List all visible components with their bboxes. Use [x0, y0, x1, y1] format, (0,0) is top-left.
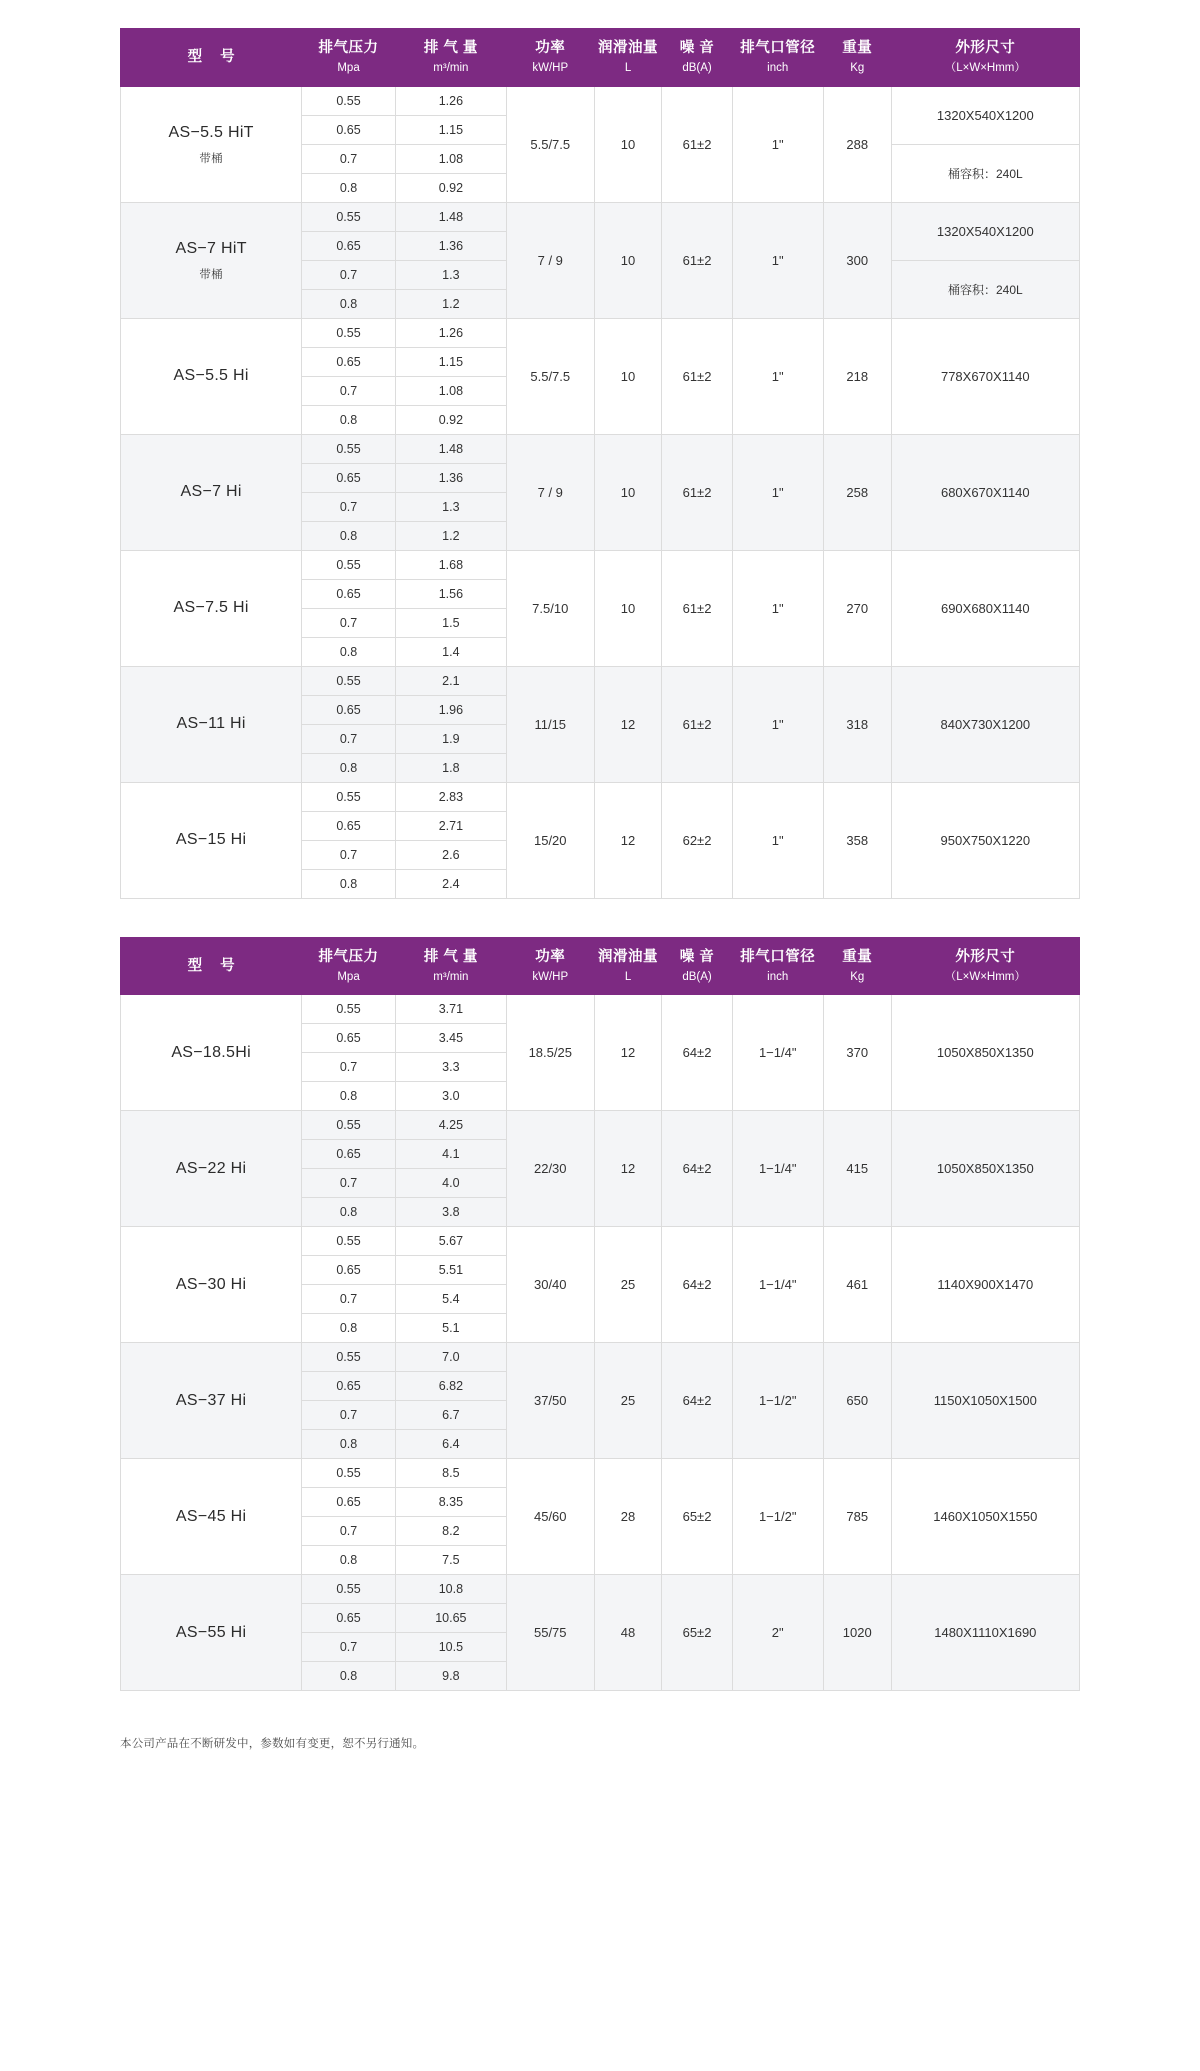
dimension-cell: 1460X1050X1550 — [891, 1459, 1079, 1575]
dimension-cell: 1320X540X1200 — [891, 202, 1079, 260]
model-name: AS−15 Hi — [175, 831, 247, 849]
pipe-cell: 1" — [732, 666, 823, 782]
flow-cell: 1.36 — [395, 463, 506, 492]
header-unit: Kg — [850, 62, 865, 75]
table-row — [121, 202, 1080, 231]
header-cell-1 — [302, 937, 396, 995]
model-cell — [121, 1459, 302, 1575]
noise-cell: 65±2 — [662, 1459, 732, 1575]
pipe-cell: 1" — [732, 318, 823, 434]
header-cell-8 — [891, 937, 1079, 995]
header-unit: kW/HP — [532, 62, 569, 75]
header-row — [121, 937, 1080, 995]
header-cell-8 — [891, 29, 1079, 87]
pressure-cell: 0.55 — [302, 995, 396, 1024]
model-name: AS−5.5 HiT — [168, 124, 254, 142]
noise-cell: 61±2 — [662, 550, 732, 666]
model-cell — [121, 995, 302, 1111]
power-cell: 5.5/7.5 — [506, 318, 594, 434]
header-unit: Mpa — [337, 970, 360, 983]
model-cell — [121, 434, 302, 550]
dimension-cell: 1140X900X1470 — [891, 1227, 1079, 1343]
power-cell: 15/20 — [506, 782, 594, 898]
tank-volume-cell — [891, 260, 1079, 318]
header-unit: kW/HP — [532, 970, 569, 983]
pressure-cell: 0.55 — [302, 1575, 396, 1604]
dimension-cell: 840X730X1200 — [891, 666, 1079, 782]
flow-cell: 2.1 — [395, 666, 506, 695]
power-cell: 11/15 — [506, 666, 594, 782]
model-name: AS−37 Hi — [175, 1392, 247, 1410]
header-cell-4 — [594, 937, 662, 995]
oil-cell: 12 — [594, 995, 662, 1111]
header-cell-3 — [506, 29, 594, 87]
noise-cell: 65±2 — [662, 1575, 732, 1691]
pressure-cell: 0.7 — [302, 840, 396, 869]
pipe-cell: 1" — [732, 434, 823, 550]
oil-cell: 10 — [594, 434, 662, 550]
pressure-cell: 0.7 — [302, 608, 396, 637]
table-header — [121, 937, 1080, 995]
noise-cell: 64±2 — [662, 1111, 732, 1227]
noise-cell: 61±2 — [662, 202, 732, 318]
flow-cell: 2.4 — [395, 869, 506, 898]
flow-cell: 3.0 — [395, 1082, 506, 1111]
pressure-cell: 0.65 — [302, 695, 396, 724]
dimension-cell: 680X670X1140 — [891, 434, 1079, 550]
header-unit: （L×W×Hmm） — [944, 970, 1026, 983]
pressure-cell: 0.8 — [302, 405, 396, 434]
model-note: 带桶 — [199, 152, 223, 165]
model-name: AS−18.5Hi — [171, 1044, 251, 1062]
tank-volume-text: 桶容积：240L — [947, 166, 1023, 181]
pressure-cell: 0.8 — [302, 1314, 396, 1343]
dimension-cell: 1050X850X1350 — [891, 995, 1079, 1111]
pressure-cell: 0.55 — [302, 86, 396, 115]
pressure-cell: 0.55 — [302, 550, 396, 579]
weight-cell: 358 — [823, 782, 891, 898]
pressure-cell: 0.55 — [302, 202, 396, 231]
power-cell: 37/50 — [506, 1343, 594, 1459]
noise-cell: 62±2 — [662, 782, 732, 898]
header-unit: m³/min — [433, 970, 469, 983]
weight-cell: 370 — [823, 995, 891, 1111]
dimension-cell: 1050X850X1350 — [891, 1111, 1079, 1227]
noise-cell: 61±2 — [662, 666, 732, 782]
flow-cell: 8.5 — [395, 1459, 506, 1488]
table-row — [121, 550, 1080, 579]
oil-cell: 25 — [594, 1343, 662, 1459]
flow-cell: 2.71 — [395, 811, 506, 840]
power-cell: 7.5/10 — [506, 550, 594, 666]
model-cell — [121, 86, 302, 202]
model-cell — [121, 202, 302, 318]
noise-cell: 61±2 — [662, 434, 732, 550]
table-row — [121, 1227, 1080, 1256]
power-cell: 22/30 — [506, 1111, 594, 1227]
pressure-cell: 0.8 — [302, 753, 396, 782]
flow-cell: 4.1 — [395, 1140, 506, 1169]
pressure-cell: 0.65 — [302, 463, 396, 492]
flow-cell: 1.48 — [395, 202, 506, 231]
model-cell — [121, 1111, 302, 1227]
header-title: 重量 — [842, 40, 873, 56]
flow-cell: 3.8 — [395, 1198, 506, 1227]
header-title: 功率 — [535, 40, 566, 56]
model-name: AS−7 Hi — [180, 483, 242, 501]
header-title: 润滑油量 — [598, 40, 659, 56]
flow-cell: 3.3 — [395, 1053, 506, 1082]
pressure-cell: 0.7 — [302, 376, 396, 405]
pressure-cell: 0.55 — [302, 1111, 396, 1140]
weight-cell: 270 — [823, 550, 891, 666]
pressure-cell: 0.8 — [302, 1082, 396, 1111]
flow-cell: 2.83 — [395, 782, 506, 811]
pressure-cell: 0.8 — [302, 521, 396, 550]
model-name: AS−5.5 Hi — [173, 367, 249, 385]
flow-cell: 4.0 — [395, 1169, 506, 1198]
header-title: 排气口管径 — [740, 40, 816, 56]
table-row — [121, 995, 1080, 1024]
pressure-cell: 0.55 — [302, 1343, 396, 1372]
oil-cell: 12 — [594, 666, 662, 782]
oil-cell: 10 — [594, 202, 662, 318]
flow-cell: 3.71 — [395, 995, 506, 1024]
dimension-cell: 778X670X1140 — [891, 318, 1079, 434]
model-name: AS−55 Hi — [175, 1624, 247, 1642]
noise-cell: 64±2 — [662, 1227, 732, 1343]
model-name: AS−45 Hi — [175, 1508, 247, 1526]
table-body-1 — [121, 86, 1080, 898]
pipe-cell: 1−1/2" — [732, 1459, 823, 1575]
model-name: AS−7 HiT — [175, 240, 247, 258]
flow-cell: 1.8 — [395, 753, 506, 782]
pressure-cell: 0.65 — [302, 1024, 396, 1053]
table-header — [121, 29, 1080, 87]
flow-cell: 6.7 — [395, 1401, 506, 1430]
dimension-cell: 950X750X1220 — [891, 782, 1079, 898]
power-cell: 55/75 — [506, 1575, 594, 1691]
flow-cell: 1.68 — [395, 550, 506, 579]
flow-cell: 10.65 — [395, 1604, 506, 1633]
flow-cell: 1.36 — [395, 231, 506, 260]
model-cell — [121, 666, 302, 782]
header-unit: Kg — [850, 970, 865, 983]
pressure-cell: 0.8 — [302, 173, 396, 202]
model-cell — [121, 318, 302, 434]
weight-cell: 650 — [823, 1343, 891, 1459]
footnote: 本公司产品在不断研发中，参数如有变更，恕不另行通知。 — [120, 1738, 425, 1751]
header-title: 噪 音 — [679, 40, 715, 56]
flow-cell: 5.4 — [395, 1285, 506, 1314]
model-cell — [121, 550, 302, 666]
header-cell-5 — [662, 937, 732, 995]
flow-cell: 6.4 — [395, 1430, 506, 1459]
pressure-cell: 0.65 — [302, 347, 396, 376]
flow-cell: 1.26 — [395, 318, 506, 347]
flow-cell: 1.15 — [395, 115, 506, 144]
oil-cell: 10 — [594, 550, 662, 666]
flow-cell: 9.8 — [395, 1662, 506, 1691]
flow-cell: 10.8 — [395, 1575, 506, 1604]
header-cell-0 — [121, 937, 302, 995]
weight-cell: 300 — [823, 202, 891, 318]
header-cell-7 — [823, 29, 891, 87]
header-title: 排 气 量 — [423, 40, 478, 56]
header-cell-6 — [732, 29, 823, 87]
header-title: 功率 — [535, 948, 566, 965]
weight-cell: 258 — [823, 434, 891, 550]
oil-cell: 48 — [594, 1575, 662, 1691]
table-row — [121, 318, 1080, 347]
model-cell — [121, 1343, 302, 1459]
model-name: AS−30 Hi — [175, 1276, 247, 1294]
pressure-cell: 0.8 — [302, 1662, 396, 1691]
pressure-cell: 0.8 — [302, 289, 396, 318]
pipe-cell: 1" — [732, 202, 823, 318]
model-name: AS−11 Hi — [176, 715, 246, 733]
noise-cell: 61±2 — [662, 86, 732, 202]
pressure-cell: 0.7 — [302, 1517, 396, 1546]
flow-cell: 1.3 — [395, 260, 506, 289]
flow-cell: 5.51 — [395, 1256, 506, 1285]
weight-cell: 218 — [823, 318, 891, 434]
header-unit: inch — [767, 970, 789, 983]
pressure-cell: 0.65 — [302, 231, 396, 260]
header-title: 型 号 — [187, 957, 242, 974]
weight-cell: 461 — [823, 1227, 891, 1343]
oil-cell: 12 — [594, 782, 662, 898]
header-row — [121, 29, 1080, 87]
pressure-cell: 0.65 — [302, 1488, 396, 1517]
flow-cell: 8.2 — [395, 1517, 506, 1546]
model-name: AS−7.5 Hi — [173, 599, 249, 617]
power-cell: 5.5/7.5 — [506, 86, 594, 202]
pressure-cell: 0.55 — [302, 1459, 396, 1488]
oil-cell: 25 — [594, 1227, 662, 1343]
flow-cell: 1.5 — [395, 608, 506, 637]
table-row — [121, 782, 1080, 811]
flow-cell: 10.5 — [395, 1633, 506, 1662]
flow-cell: 0.92 — [395, 173, 506, 202]
pressure-cell: 0.8 — [302, 869, 396, 898]
header-unit: dB(A) — [682, 970, 712, 983]
pipe-cell: 1" — [732, 86, 823, 202]
header-title: 重量 — [842, 948, 873, 965]
oil-cell: 10 — [594, 86, 662, 202]
header-unit: inch — [767, 62, 789, 75]
header-title: 排气压力 — [318, 948, 379, 965]
pressure-cell: 0.55 — [302, 1227, 396, 1256]
header-cell-2 — [395, 29, 506, 87]
flow-cell: 5.1 — [395, 1314, 506, 1343]
weight-cell: 288 — [823, 86, 891, 202]
pressure-cell: 0.7 — [302, 492, 396, 521]
pressure-cell: 0.8 — [302, 1198, 396, 1227]
table-row — [121, 1343, 1080, 1372]
spec-table-large-models — [120, 937, 1080, 1692]
table-body-2 — [121, 995, 1080, 1691]
header-cell-3 — [506, 937, 594, 995]
pressure-cell: 0.65 — [302, 811, 396, 840]
flow-cell: 1.26 — [395, 86, 506, 115]
pipe-cell: 1−1/2" — [732, 1343, 823, 1459]
flow-cell: 1.48 — [395, 434, 506, 463]
pressure-cell: 0.7 — [302, 144, 396, 173]
dimension-cell: 1480X1110X1690 — [891, 1575, 1079, 1691]
noise-cell: 61±2 — [662, 318, 732, 434]
pressure-cell: 0.7 — [302, 1053, 396, 1082]
flow-cell: 6.82 — [395, 1372, 506, 1401]
header-unit: L — [624, 62, 632, 75]
pressure-cell: 0.7 — [302, 1169, 396, 1198]
flow-cell: 8.35 — [395, 1488, 506, 1517]
pressure-cell: 0.7 — [302, 724, 396, 753]
flow-cell: 0.92 — [395, 405, 506, 434]
oil-cell: 28 — [594, 1459, 662, 1575]
pressure-cell: 0.8 — [302, 637, 396, 666]
pressure-cell: 0.65 — [302, 115, 396, 144]
dimension-cell: 690X680X1140 — [891, 550, 1079, 666]
flow-cell: 1.56 — [395, 579, 506, 608]
spec-table-small-models — [120, 28, 1080, 899]
oil-cell: 12 — [594, 1111, 662, 1227]
pipe-cell: 1−1/4" — [732, 1227, 823, 1343]
pipe-cell: 2" — [732, 1575, 823, 1691]
header-cell-4 — [594, 29, 662, 87]
header-title: 外形尺寸 — [955, 40, 1016, 56]
header-title: 排 气 量 — [423, 948, 478, 965]
header-cell-1 — [302, 29, 396, 87]
header-title: 排气口管径 — [740, 948, 816, 965]
model-name: AS−22 Hi — [175, 1160, 247, 1178]
flow-cell: 3.45 — [395, 1024, 506, 1053]
flow-cell: 1.4 — [395, 637, 506, 666]
flow-cell: 1.08 — [395, 376, 506, 405]
table-row — [121, 1459, 1080, 1488]
table-row — [121, 434, 1080, 463]
flow-cell: 1.08 — [395, 144, 506, 173]
power-cell: 30/40 — [506, 1227, 594, 1343]
pressure-cell: 0.8 — [302, 1546, 396, 1575]
flow-cell: 5.67 — [395, 1227, 506, 1256]
pressure-cell: 0.7 — [302, 1633, 396, 1662]
power-cell: 18.5/25 — [506, 995, 594, 1111]
model-note: 带桶 — [199, 268, 223, 281]
header-unit: Mpa — [337, 62, 360, 75]
pipe-cell: 1−1/4" — [732, 1111, 823, 1227]
flow-cell: 1.9 — [395, 724, 506, 753]
tank-volume-cell — [891, 144, 1079, 202]
pressure-cell: 0.55 — [302, 434, 396, 463]
weight-cell: 1020 — [823, 1575, 891, 1691]
flow-cell: 4.25 — [395, 1111, 506, 1140]
dimension-cell: 1150X1050X1500 — [891, 1343, 1079, 1459]
header-title: 型 号 — [187, 48, 242, 65]
header-title: 外形尺寸 — [955, 948, 1016, 965]
noise-cell: 64±2 — [662, 995, 732, 1111]
flow-cell: 7.0 — [395, 1343, 506, 1372]
header-cell-5 — [662, 29, 732, 87]
pipe-cell: 1" — [732, 550, 823, 666]
weight-cell: 318 — [823, 666, 891, 782]
pressure-cell: 0.65 — [302, 1604, 396, 1633]
noise-cell: 64±2 — [662, 1343, 732, 1459]
header-cell-6 — [732, 937, 823, 995]
power-cell: 7 / 9 — [506, 434, 594, 550]
model-cell — [121, 1575, 302, 1691]
table-row — [121, 86, 1080, 115]
dimension-cell: 1320X540X1200 — [891, 86, 1079, 144]
header-cell-2 — [395, 937, 506, 995]
pressure-cell: 0.65 — [302, 1372, 396, 1401]
power-cell: 45/60 — [506, 1459, 594, 1575]
weight-cell: 785 — [823, 1459, 891, 1575]
header-unit: m³/min — [433, 62, 469, 75]
pressure-cell: 0.55 — [302, 318, 396, 347]
pipe-cell: 1−1/4" — [732, 995, 823, 1111]
header-title: 排气压力 — [318, 40, 379, 56]
header-title: 润滑油量 — [598, 948, 659, 965]
pressure-cell: 0.65 — [302, 1256, 396, 1285]
pressure-cell: 0.55 — [302, 666, 396, 695]
header-cell-7 — [823, 937, 891, 995]
header-unit: dB(A) — [682, 62, 712, 75]
flow-cell: 1.2 — [395, 521, 506, 550]
flow-cell: 7.5 — [395, 1546, 506, 1575]
table-row — [121, 666, 1080, 695]
model-cell — [121, 1227, 302, 1343]
pressure-cell: 0.8 — [302, 1430, 396, 1459]
flow-cell: 1.3 — [395, 492, 506, 521]
weight-cell: 415 — [823, 1111, 891, 1227]
pressure-cell: 0.7 — [302, 1401, 396, 1430]
pressure-cell: 0.7 — [302, 260, 396, 289]
flow-cell: 1.96 — [395, 695, 506, 724]
pressure-cell: 0.7 — [302, 1285, 396, 1314]
power-cell: 7 / 9 — [506, 202, 594, 318]
pressure-cell: 0.65 — [302, 1140, 396, 1169]
header-cell-0 — [121, 29, 302, 87]
model-cell — [121, 782, 302, 898]
header-title: 噪 音 — [679, 948, 715, 965]
oil-cell: 10 — [594, 318, 662, 434]
table-row — [121, 1575, 1080, 1604]
table-row — [121, 1111, 1080, 1140]
flow-cell: 1.15 — [395, 347, 506, 376]
flow-cell: 2.6 — [395, 840, 506, 869]
tank-volume-text: 桶容积：240L — [947, 282, 1023, 297]
header-unit: （L×W×Hmm） — [944, 62, 1026, 75]
pressure-cell: 0.65 — [302, 579, 396, 608]
header-unit: L — [624, 970, 632, 983]
pipe-cell: 1" — [732, 782, 823, 898]
pressure-cell: 0.55 — [302, 782, 396, 811]
flow-cell: 1.2 — [395, 289, 506, 318]
